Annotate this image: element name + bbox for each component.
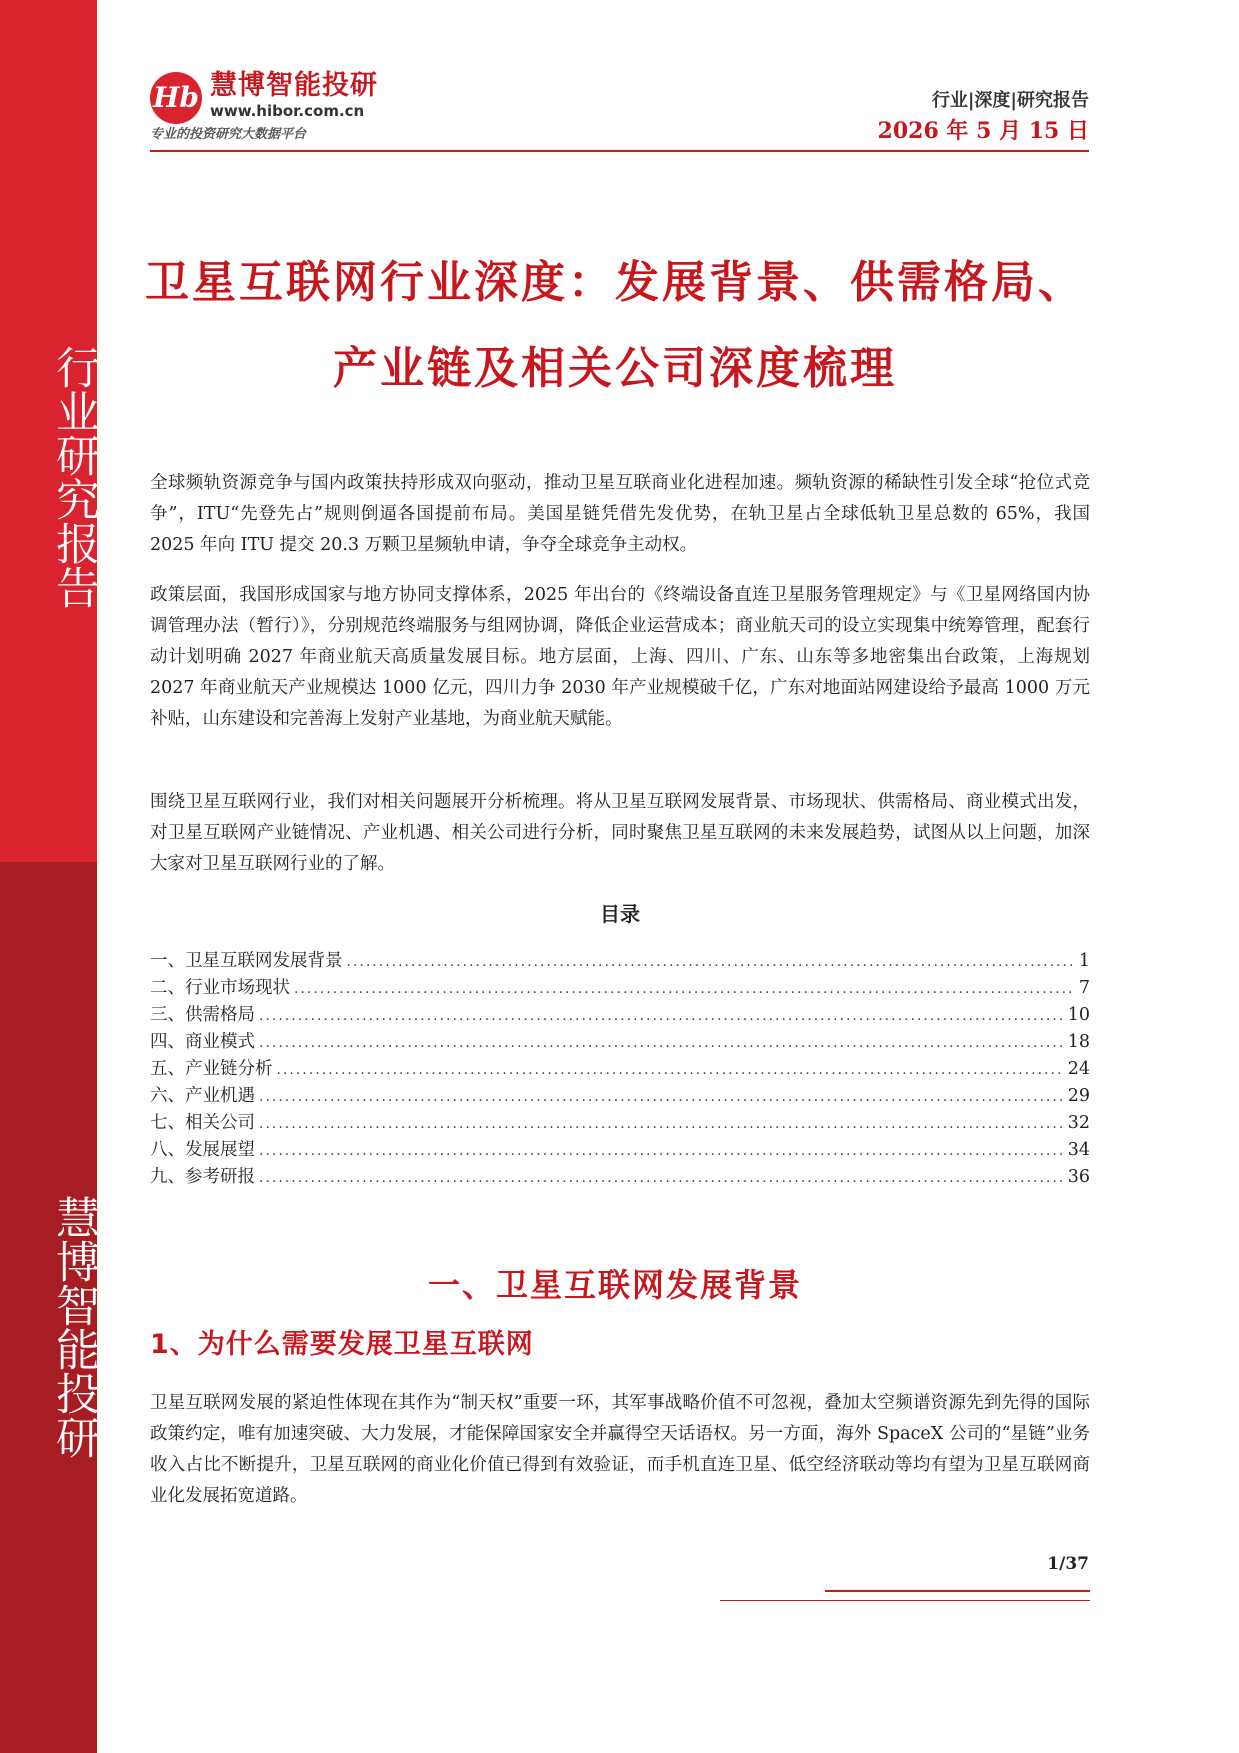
toc-item-page: 7	[1078, 978, 1090, 998]
toc-item-page: 34	[1067, 1140, 1090, 1160]
toc-title: 目录	[600, 902, 640, 926]
toc-item[interactable]	[150, 1002, 1090, 1029]
sidebar-report-label: 行业研究报告	[48, 345, 99, 609]
toc-item-label: 九、参考研报	[150, 1167, 255, 1187]
toc-item-page: 36	[1067, 1167, 1090, 1187]
report-title-line2: 产业链及相关公司深度梳理	[333, 343, 897, 394]
sidebar-brand-label: 慧博智能投研	[48, 1195, 99, 1459]
summary-paragraph-2: 政策层面，我国形成国家与地方协同支撑体系，2025 年出台的《终端设备直连卫星服务管理规定》与《卫星网络国内协调管理办法（暂行）》，分别规范终端服务与组网协调，降低企业运营成本；商业航天司的设立实现集中统筹管理，配套行动计划明确 2027 年商业航天高质量发展目标。地方层面，上海、四川、广东、山东等多地密集出台政策，上海规划 2027 年商业航天产业规模达 1000 亿元，四川力争 2030 年产业规模破千亿，广东对地面站网建设给予最高 1000 万元补贴，山东建设和完善海上发射产业基地，为商业航天赋能。	[150, 585, 1090, 729]
logo-mark-icon: Hb	[150, 72, 202, 124]
section-paragraph: 卫星互联网发展的紧迫性体现在其作为“制天权”重要一环，其军事战略价值不可忽视，叠加太空频谱资源先到先得的国际政策约定，唯有加速突破、大力发展，才能保障国家安全并赢得空天话语权。另一方面，海外 SpaceX 公司的“星链”业务收入占比不断提升，卫星互联网的商业化价值已得到有效验证，而手机直连卫星、低空经济联动等均有望为卫星互联网商业化发展拓宽道路。	[150, 1393, 1090, 1506]
summary-paragraph-1: 全球频轨资源竞争与国内政策扶持形成双向驱动，推动卫星互联商业化进程加速。频轨资源的稀缺性引发全球“抢位式竞争”，ITU“先登先占”规则倒逼各国提前布局。美国星链凭借先发优势，在轨卫星占全球低轨卫星总数的 65%，我国 2025 年向 ITU 提交 20.3 万颗卫星频轨申请，争夺全球竞争主动权。	[150, 473, 1090, 555]
toc-leader	[259, 1111, 1064, 1138]
toc-item-page: 1	[1078, 951, 1090, 971]
toc-item[interactable]	[150, 1083, 1090, 1110]
header-divider	[150, 150, 1089, 152]
toc-item-page: 29	[1067, 1086, 1090, 1106]
toc-leader	[347, 949, 1075, 976]
toc-leader	[259, 1138, 1064, 1165]
toc-item-label: 八、发展展望	[150, 1140, 255, 1160]
toc-leader	[259, 1003, 1064, 1030]
toc-item[interactable]	[150, 1164, 1090, 1191]
toc-item[interactable]	[150, 1029, 1090, 1056]
toc-item-label: 六、产业机遇	[150, 1086, 255, 1106]
header-logo	[150, 70, 470, 150]
toc-item[interactable]	[150, 1137, 1090, 1164]
logo-name: 慧博智能投研	[210, 70, 378, 101]
summary-paragraph-3: 围绕卫星互联网行业，我们对相关问题展开分析梳理。将从卫星互联网发展背景、市场现状、供需格局、商业模式出发，对卫星互联网产业链情况、产业机遇、相关公司进行分析，同时聚焦卫星互联网的未来发展趋势，试图从以上问题，加深大家对卫星互联网行业的了解。	[150, 792, 1090, 874]
toc-leader	[259, 1165, 1064, 1192]
toc-item-page: 18	[1067, 1032, 1090, 1052]
page-number: 1/37	[1047, 1554, 1089, 1574]
report-type: 行业|深度|研究报告	[931, 90, 1089, 111]
toc-item-label: 七、相关公司	[150, 1113, 255, 1133]
toc-leader	[259, 1030, 1064, 1057]
footer-rule-thin	[720, 1600, 1090, 1601]
toc-item-page: 10	[1067, 1005, 1090, 1025]
report-date: 2026 年 5 月 15 日	[877, 118, 1089, 144]
logo-slogan: 专业的投资研究大数据平台	[150, 127, 307, 142]
toc-item-label: 一、卫星互联网发展背景	[150, 951, 343, 971]
report-title-line1: 卫星互联网行业深度：发展背景、供需格局、	[145, 257, 1085, 308]
section-subtitle: 1、为什么需要发展卫星互联网	[150, 1329, 534, 1360]
toc-item-label: 三、供需格局	[150, 1005, 255, 1025]
toc-leader	[277, 1057, 1064, 1084]
toc-leader	[259, 1084, 1064, 1111]
toc-item-label: 五、产业链分析	[150, 1059, 273, 1079]
toc-item[interactable]	[150, 948, 1090, 975]
toc-item-page: 24	[1067, 1059, 1090, 1079]
logo-url: www.hibor.com.cn	[210, 102, 365, 120]
table-of-contents	[150, 948, 1090, 1191]
toc-item-label: 四、商业模式	[150, 1032, 255, 1052]
toc-leader	[294, 976, 1075, 1003]
toc-item[interactable]	[150, 1110, 1090, 1137]
section-title: 一、卫星互联网发展背景	[427, 1266, 802, 1304]
toc-item-page: 32	[1067, 1113, 1090, 1133]
header-meta	[878, 88, 1089, 148]
footer-rule-thick	[825, 1590, 1090, 1592]
toc-item[interactable]	[150, 975, 1090, 1002]
toc-item-label: 二、行业市场现状	[150, 978, 290, 998]
toc-item[interactable]	[150, 1056, 1090, 1083]
